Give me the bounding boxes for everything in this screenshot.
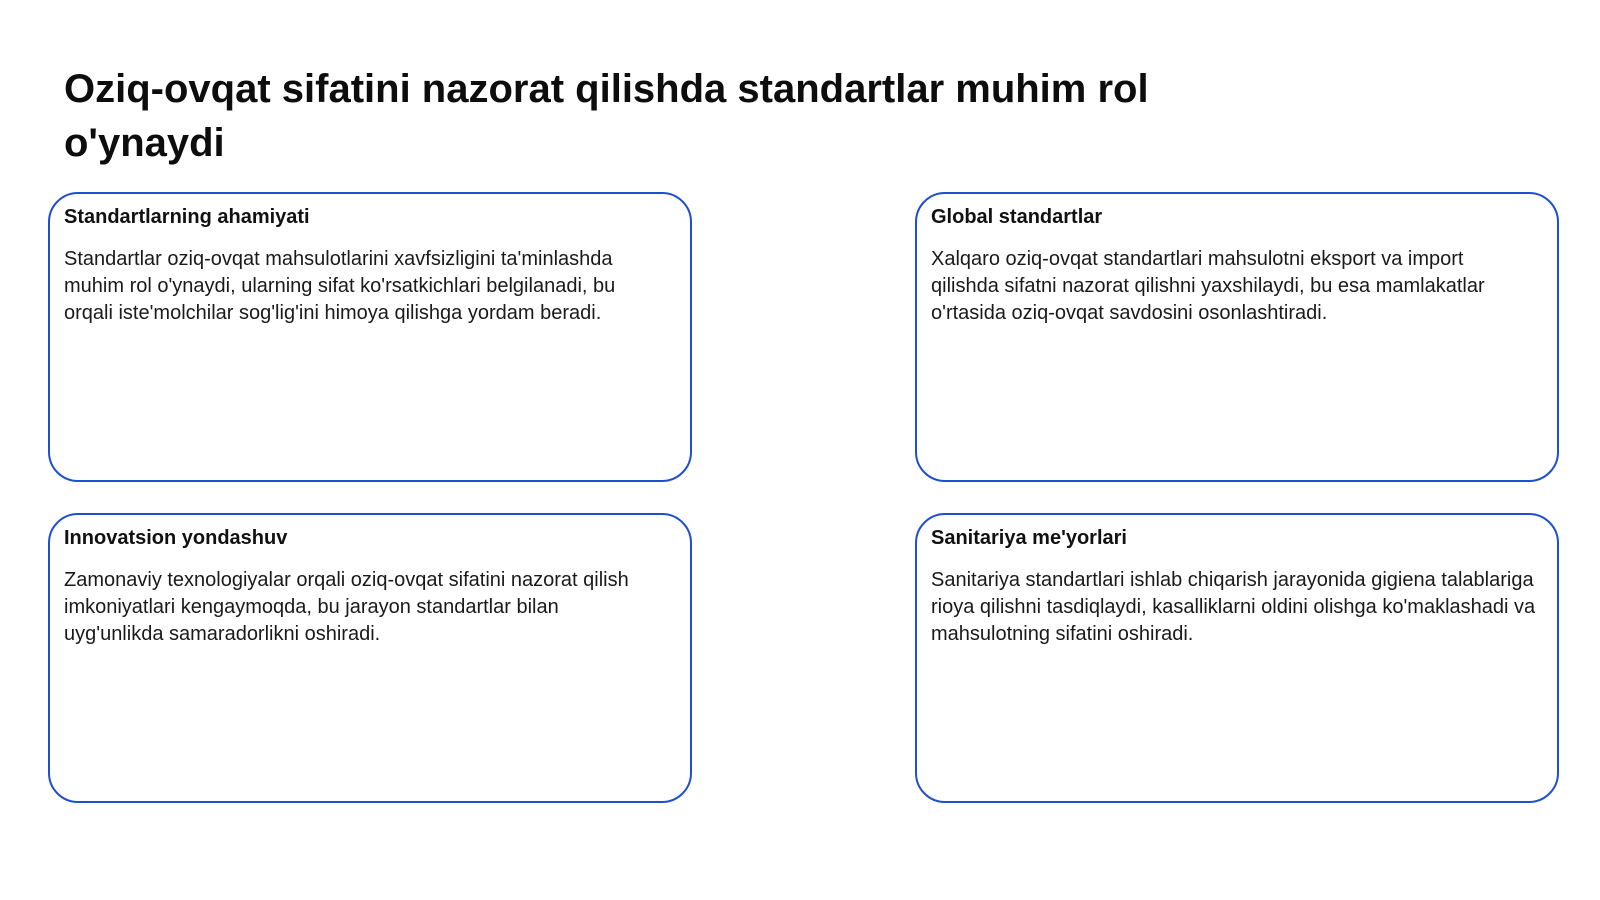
card-global-standards <box>915 192 1559 482</box>
card-heading: Global standartlar <box>931 206 1103 228</box>
card-heading: Standartlarning ahamiyati <box>64 206 310 228</box>
card-heading: Innovatsion yondashuv <box>64 527 288 549</box>
card-body: Xalqaro oziq-ovqat standartlari mahsulotni eksport va import qilishda sifatni nazorat qilishni yaxshilaydi, bu esa mamlakatlar o'rtasida oziq-ovqat savdosini osonlashtiradi. <box>931 248 1485 324</box>
card-body: Zamonaviy texnologiyalar orqali oziq-ovqat sifatini nazorat qilish imkoniyatlari kengaymoqda, bu jarayon standartlar bilan uyg'unlikda samaradorlikni oshiradi. <box>64 569 629 645</box>
card-heading: Sanitariya me'yorlari <box>931 527 1127 549</box>
card-sanitary-norms <box>915 513 1559 803</box>
card-body: Sanitariya standartlari ishlab chiqarish jarayonida gigiena talablariga rioya qilishni tasdiqlaydi, kasalliklarni oldini olishga ko'maklashadi va mahsulotning sifatini oshiradi. <box>931 569 1536 645</box>
card-body: Standartlar oziq-ovqat mahsulotlarini xavfsizligini ta'minlashda muhim rol o'ynaydi, ularning sifat ko'rsatkichlari belgilanadi, bu orqali iste'molchilar sog'lig'ini himoya qilishga yordam beradi. <box>64 248 616 324</box>
slide-title: Oziq-ovqat sifatini nazorat qilishda standartlar muhim rol o'ynaydi <box>64 67 1149 165</box>
card-innovative-approach <box>48 513 692 803</box>
card-standards-importance <box>48 192 692 482</box>
